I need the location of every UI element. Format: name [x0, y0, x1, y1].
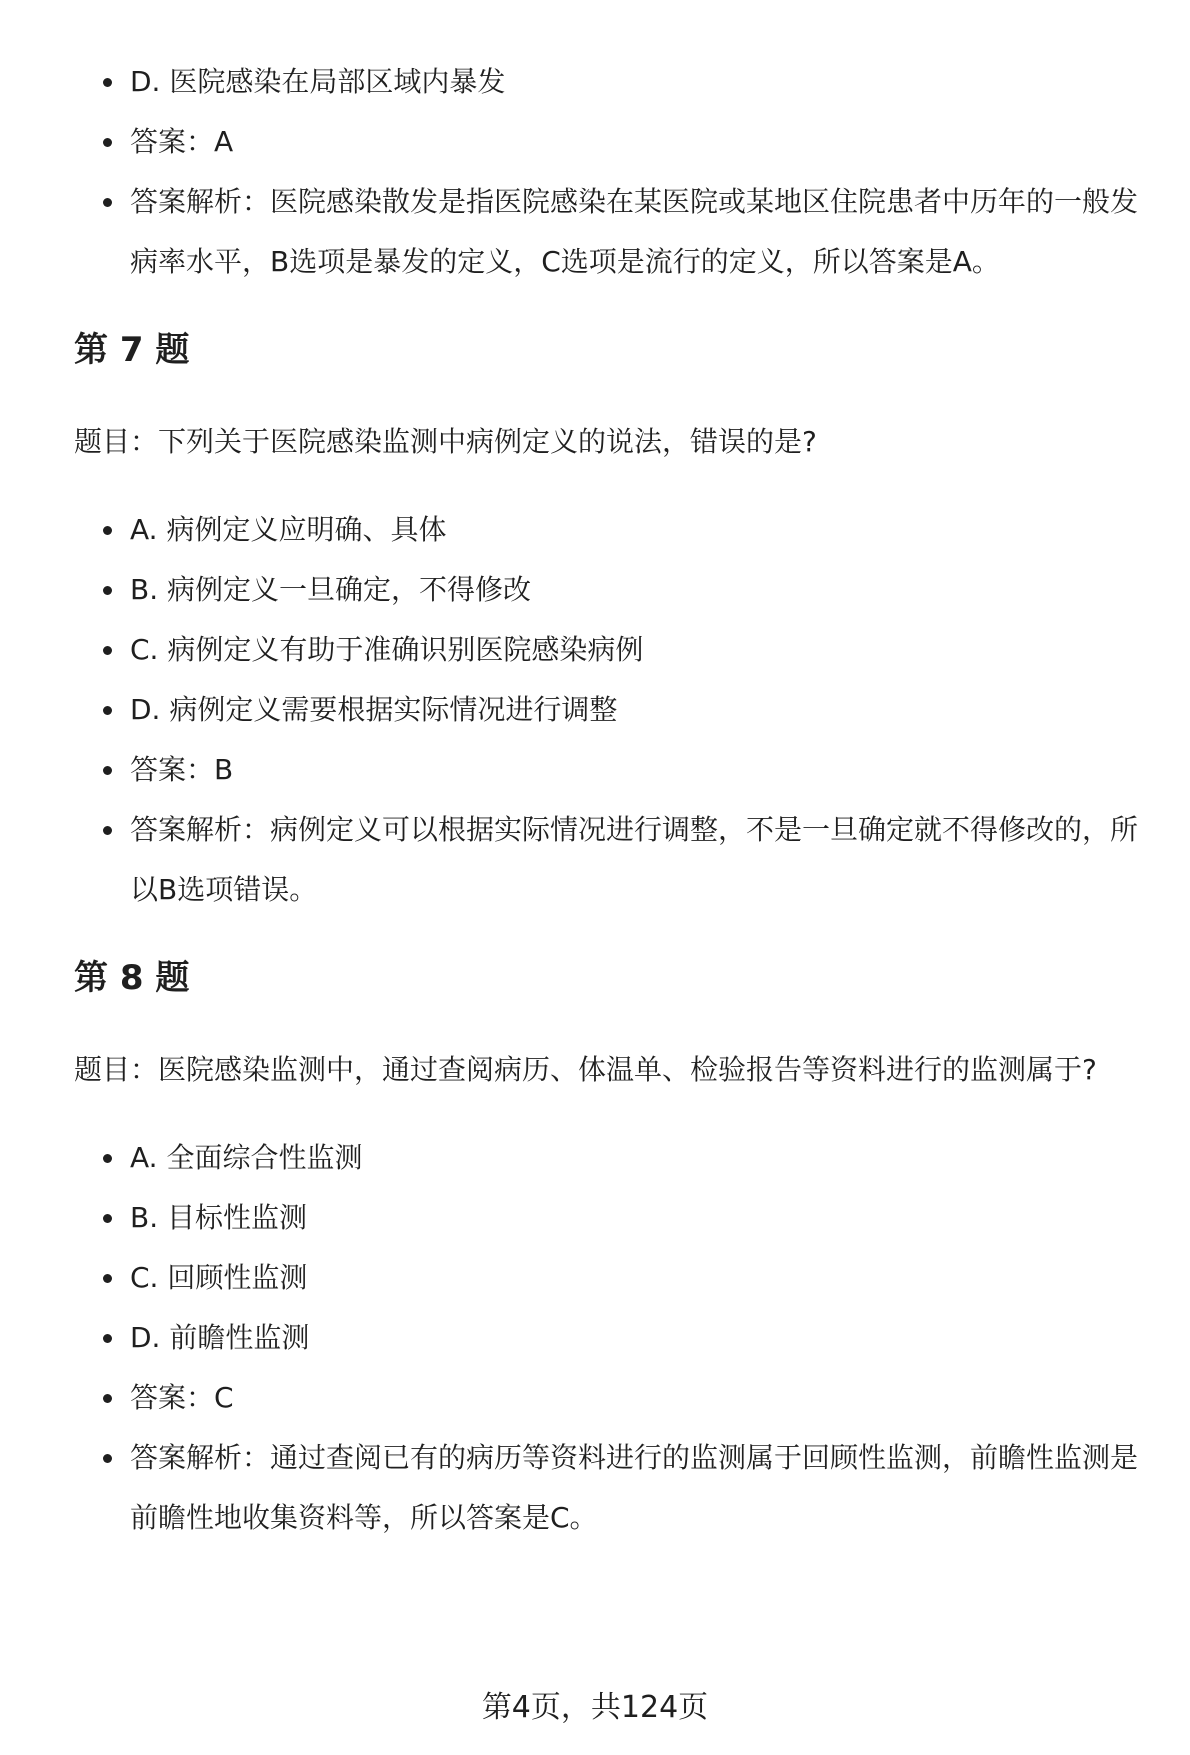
bullet-icon: [103, 706, 112, 715]
list-item: [74, 560, 1164, 620]
list-item: [74, 620, 1164, 680]
answer-explanation: 答案解析：病例定义可以根据实际情况进行调整，不是一旦确定就不得修改的，所以B选项错误。: [130, 813, 1139, 906]
list-item: [74, 172, 1164, 292]
bullet-icon: [103, 1154, 112, 1163]
bullet-icon: [103, 1274, 112, 1283]
answer-explanation: 答案解析：医院感染散发是指医院感染在某医院或某地区住院患者中历年的一般发病率水平，B选项是暴发的定义，C选项是流行的定义，所以答案是A。: [130, 185, 1139, 278]
bullet-icon: [103, 1334, 112, 1343]
question-7-list: [74, 500, 1164, 920]
bullet-icon: [103, 78, 112, 87]
list-item: [74, 52, 1164, 112]
page-number: 第4页，共124页: [481, 1690, 709, 1725]
option-b: B. 病例定义一旦确定，不得修改: [130, 573, 532, 606]
bullet-icon: [103, 138, 112, 147]
bullet-icon: [103, 826, 112, 835]
answer-explanation: 答案解析：通过查阅已有的病历等资料进行的监测属于回顾性监测，前瞻性监测是前瞻性地收集资料等，所以答案是C。: [130, 1441, 1139, 1534]
question-8-heading: 第 8 题: [74, 958, 190, 998]
option-d: D. 病例定义需要根据实际情况进行调整: [130, 693, 618, 726]
list-item: [74, 1428, 1164, 1548]
bullet-icon: [103, 526, 112, 535]
answer: 答案：C: [130, 1381, 234, 1414]
prev-question-list: [74, 52, 1164, 292]
list-item: [74, 112, 1164, 172]
list-item: [74, 800, 1164, 920]
option-a: A. 病例定义应明确、具体: [130, 513, 447, 546]
question-8-list: [74, 1128, 1164, 1548]
option-c: C. 回顾性监测: [130, 1261, 308, 1294]
bullet-icon: [103, 1214, 112, 1223]
bullet-icon: [103, 198, 112, 207]
list-item: [74, 740, 1164, 800]
bullet-icon: [103, 766, 112, 775]
option-a: A. 全面综合性监测: [130, 1141, 363, 1174]
option-c: C. 病例定义有助于准确识别医院感染病例: [130, 633, 644, 666]
bullet-icon: [103, 586, 112, 595]
bullet-icon: [103, 1454, 112, 1463]
list-item: [74, 500, 1164, 560]
question-7-heading: 第 7 题: [74, 330, 190, 370]
list-item: [74, 680, 1164, 740]
list-item: [74, 1188, 1164, 1248]
question-8-text: 题目：医院感染监测中，通过查阅病历、体温单、检验报告等资料进行的监测属于?: [74, 1053, 1097, 1086]
list-item: [74, 1308, 1164, 1368]
answer: 答案：B: [130, 753, 234, 786]
document-content: [74, 52, 1164, 1548]
list-item: [74, 1368, 1164, 1428]
bullet-icon: [103, 646, 112, 655]
option-d: D. 前瞻性监测: [130, 1321, 310, 1354]
list-item: [74, 1248, 1164, 1308]
question-7-text: 题目：下列关于医院感染监测中病例定义的说法，错误的是?: [74, 425, 817, 458]
bullet-icon: [103, 1394, 112, 1403]
answer: 答案：A: [130, 125, 234, 158]
list-item: [74, 1128, 1164, 1188]
option-d: D. 医院感染在局部区域内暴发: [130, 65, 506, 98]
option-b: B. 目标性监测: [130, 1201, 308, 1234]
